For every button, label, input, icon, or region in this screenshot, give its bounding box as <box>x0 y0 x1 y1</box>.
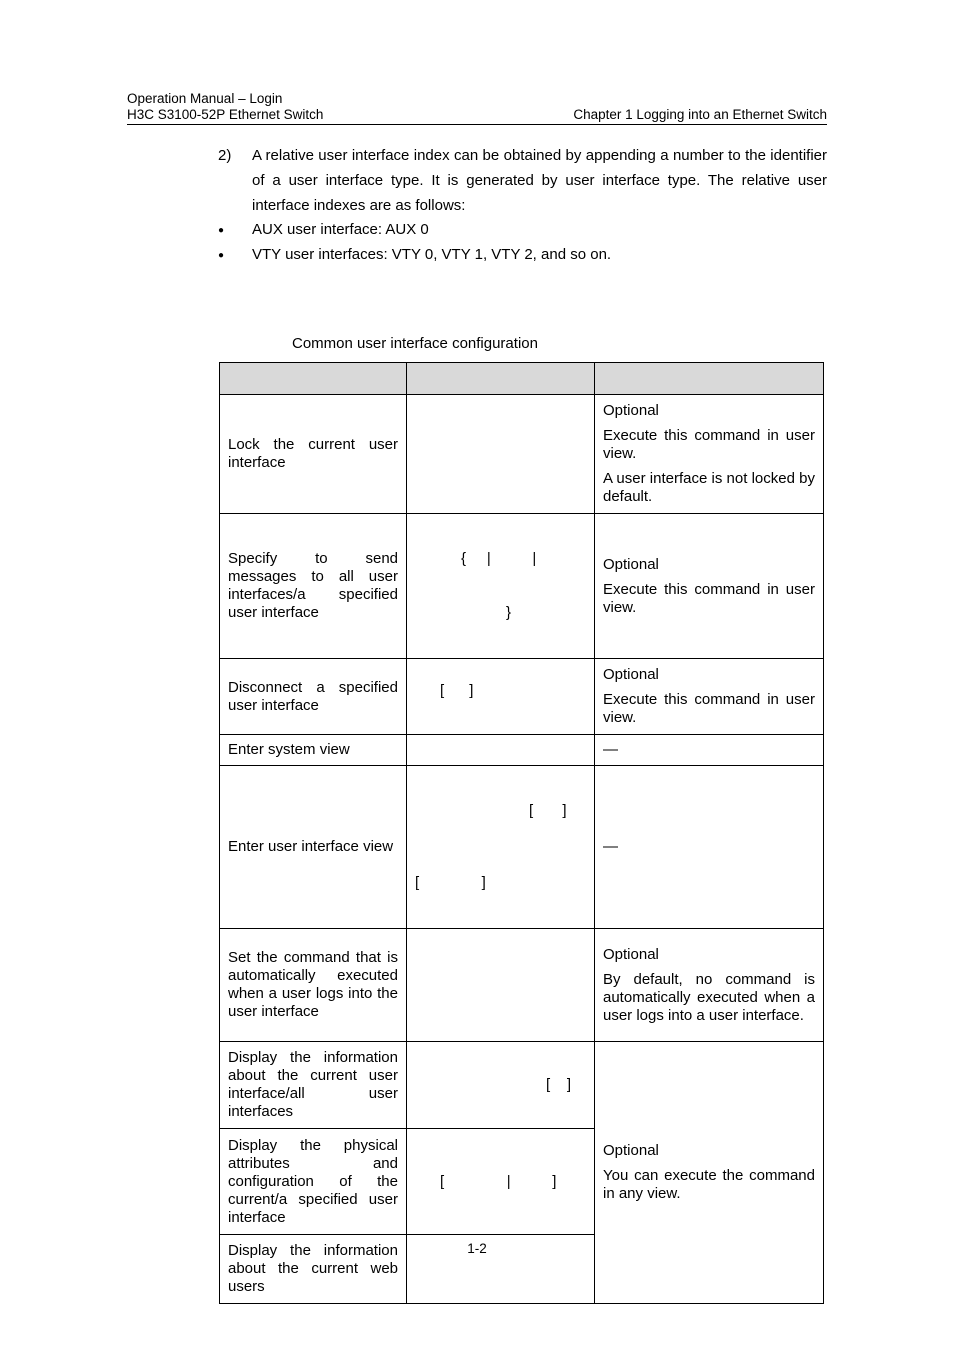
operation-cell: Display the information about the current user interface/all user interfaces <box>220 1042 407 1129</box>
remark-line: Execute this command in user view. <box>603 580 815 616</box>
item-number: 2) <box>218 147 232 164</box>
remark-line: You can execute the command in any view. <box>603 1167 815 1202</box>
remark-line: Optional <box>603 1142 659 1159</box>
bullet-icon: ● <box>218 250 225 261</box>
remark-line: Optional <box>603 402 659 419</box>
operation-cell: Display the information about the current web users <box>220 1235 407 1304</box>
command-syntax-symbols: [ | ] <box>440 1172 557 1190</box>
remarks-cell <box>595 929 824 1042</box>
header-left <box>127 91 323 123</box>
product-name: H3C S3100-52P Ethernet Switch <box>127 107 324 122</box>
operation-cell: Enter user interface view <box>220 766 407 929</box>
intro-paragraph: A relative user interface index can be obtained by appending a number to the identifier of a user interface type. It is generated by user interface type. The relative user interface indexes are as follows: <box>252 147 827 214</box>
command-cell <box>407 659 595 735</box>
table-row <box>220 395 824 514</box>
table-header-row <box>220 363 824 395</box>
manual-title: Operation Manual – Login <box>127 91 283 106</box>
command-syntax-symbols: } <box>506 604 512 621</box>
config-table <box>219 362 824 1304</box>
operation-cell: Display the physical attributes and configuration of the current/a specified user interface <box>220 1129 407 1235</box>
command-syntax-symbols: [ ] <box>529 802 567 819</box>
operation-cell: Enter system view <box>220 735 407 766</box>
header-cell-command <box>407 363 595 395</box>
bullet-item-aux: AUX user interface: AUX 0 <box>252 221 429 238</box>
remarks-cell <box>595 1042 824 1304</box>
remarks-cell: — <box>595 766 824 929</box>
operation-cell: Lock the current user interface <box>220 395 407 514</box>
command-cell <box>407 735 595 766</box>
chapter-title: Chapter 1 Logging into an Ethernet Switch <box>573 107 827 122</box>
table-row <box>220 514 824 659</box>
remark-line: Optional <box>603 555 659 573</box>
remark-line: Execute this command in user view. <box>603 691 815 726</box>
command-cell <box>407 1042 595 1129</box>
command-cell <box>407 929 595 1042</box>
remark-line: By default, no command is automatically executed when a user logs into a user interface. <box>603 970 815 1024</box>
operation-cell: Set the command that is automatically executed when a user logs into the user interface <box>220 929 407 1042</box>
command-syntax-symbols: [ ] <box>415 874 486 891</box>
remarks-cell <box>595 514 824 659</box>
table-row <box>220 929 824 1042</box>
command-syntax-symbols: [ ] <box>546 1076 572 1093</box>
table-caption: Common user interface configuration <box>292 335 538 352</box>
command-syntax-symbols: [ ] <box>440 682 474 699</box>
bullet-icon: ● <box>218 225 225 236</box>
table-row <box>220 659 824 735</box>
page-number: 1-2 <box>467 1241 487 1256</box>
remarks-cell <box>595 395 824 514</box>
table-row <box>220 735 824 766</box>
table-row <box>220 766 824 929</box>
table-row <box>220 1042 824 1129</box>
remarks-cell: — <box>595 735 824 766</box>
remark-line: Optional <box>603 945 659 963</box>
command-cell <box>407 766 595 929</box>
bullet-item-vty: VTY user interfaces: VTY 0, VTY 1, VTY 2, and so on. <box>252 246 612 263</box>
command-cell <box>407 514 595 659</box>
remark-line: A user interface is not locked by default. <box>603 470 815 505</box>
operation-cell: Specify to send messages to all user interfaces/a specified user interface <box>220 514 407 659</box>
header-rule <box>127 124 827 125</box>
remark-line: Optional <box>603 666 659 683</box>
remarks-cell <box>595 659 824 735</box>
header-cell-remarks <box>595 363 824 395</box>
header-cell-operation <box>220 363 407 395</box>
remark-line: Execute this command in user view. <box>603 427 815 462</box>
command-syntax-symbols: { | | <box>461 550 537 567</box>
command-cell <box>407 395 595 514</box>
operation-cell: Disconnect a specified user interface <box>220 659 407 735</box>
command-cell <box>407 1129 595 1235</box>
